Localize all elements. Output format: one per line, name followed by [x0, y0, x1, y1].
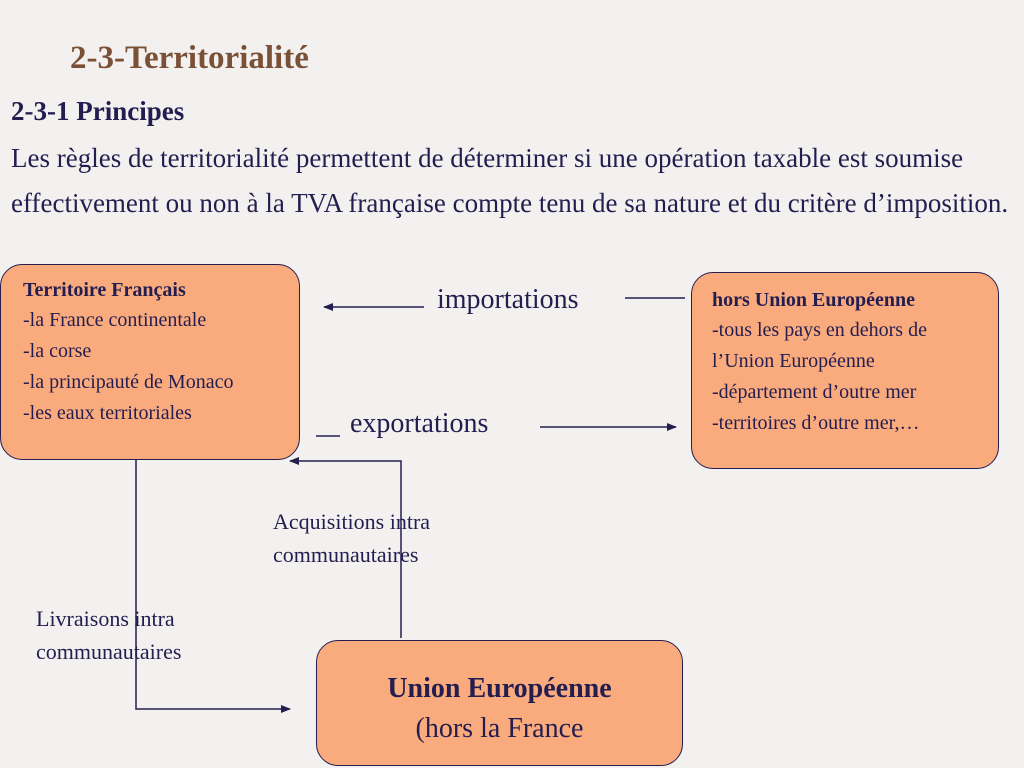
exportations-label: exportations [350, 408, 489, 439]
territoire-francais-heading: Territoire Français [23, 279, 186, 301]
acquisitions-line-1: Acquisitions intra [273, 509, 431, 534]
intro-paragraph: Les règles de territorialité permettent de déterminer si une opération taxable est soumise effectivement ou non à la TVA française compte tenu de sa nature et du critère d’imposition. [11, 143, 1009, 218]
territoire-item: -la principauté de Monaco [23, 371, 234, 393]
hors-ue-box [691, 272, 999, 469]
hors-ue-item: -tous les pays en dehors de [712, 319, 927, 341]
livraisons-line-2: communautaires [36, 639, 182, 664]
territoire-francais-box [0, 264, 300, 460]
ue-heading: Union Européenne [387, 673, 612, 704]
hors-ue-heading: hors Union Européenne [712, 289, 916, 311]
territoire-item: -les eaux territoriales [23, 402, 192, 424]
section-heading: 2-3-1 Principes [11, 96, 185, 126]
livraisons-line-1: Livraisons intra [36, 606, 175, 631]
hors-ue-item: -territoires d’outre mer,… [712, 412, 920, 434]
hors-ue-item: l’Union Européenne [712, 350, 875, 372]
acquisitions-label [273, 505, 430, 571]
union-europeenne-box [316, 640, 683, 766]
livraisons-label [36, 602, 181, 668]
territoire-item: -la France continentale [23, 309, 207, 331]
livraisons-arrow [136, 460, 290, 709]
territoire-item: -la corse [23, 340, 92, 362]
hors-ue-item: -département d’outre mer [712, 381, 917, 403]
importations-label: importations [437, 284, 579, 315]
slide-title: 2-3-Territorialité [70, 40, 309, 76]
acquisitions-line-2: communautaires [273, 542, 419, 567]
ue-subheading: (hors la France [415, 713, 584, 744]
